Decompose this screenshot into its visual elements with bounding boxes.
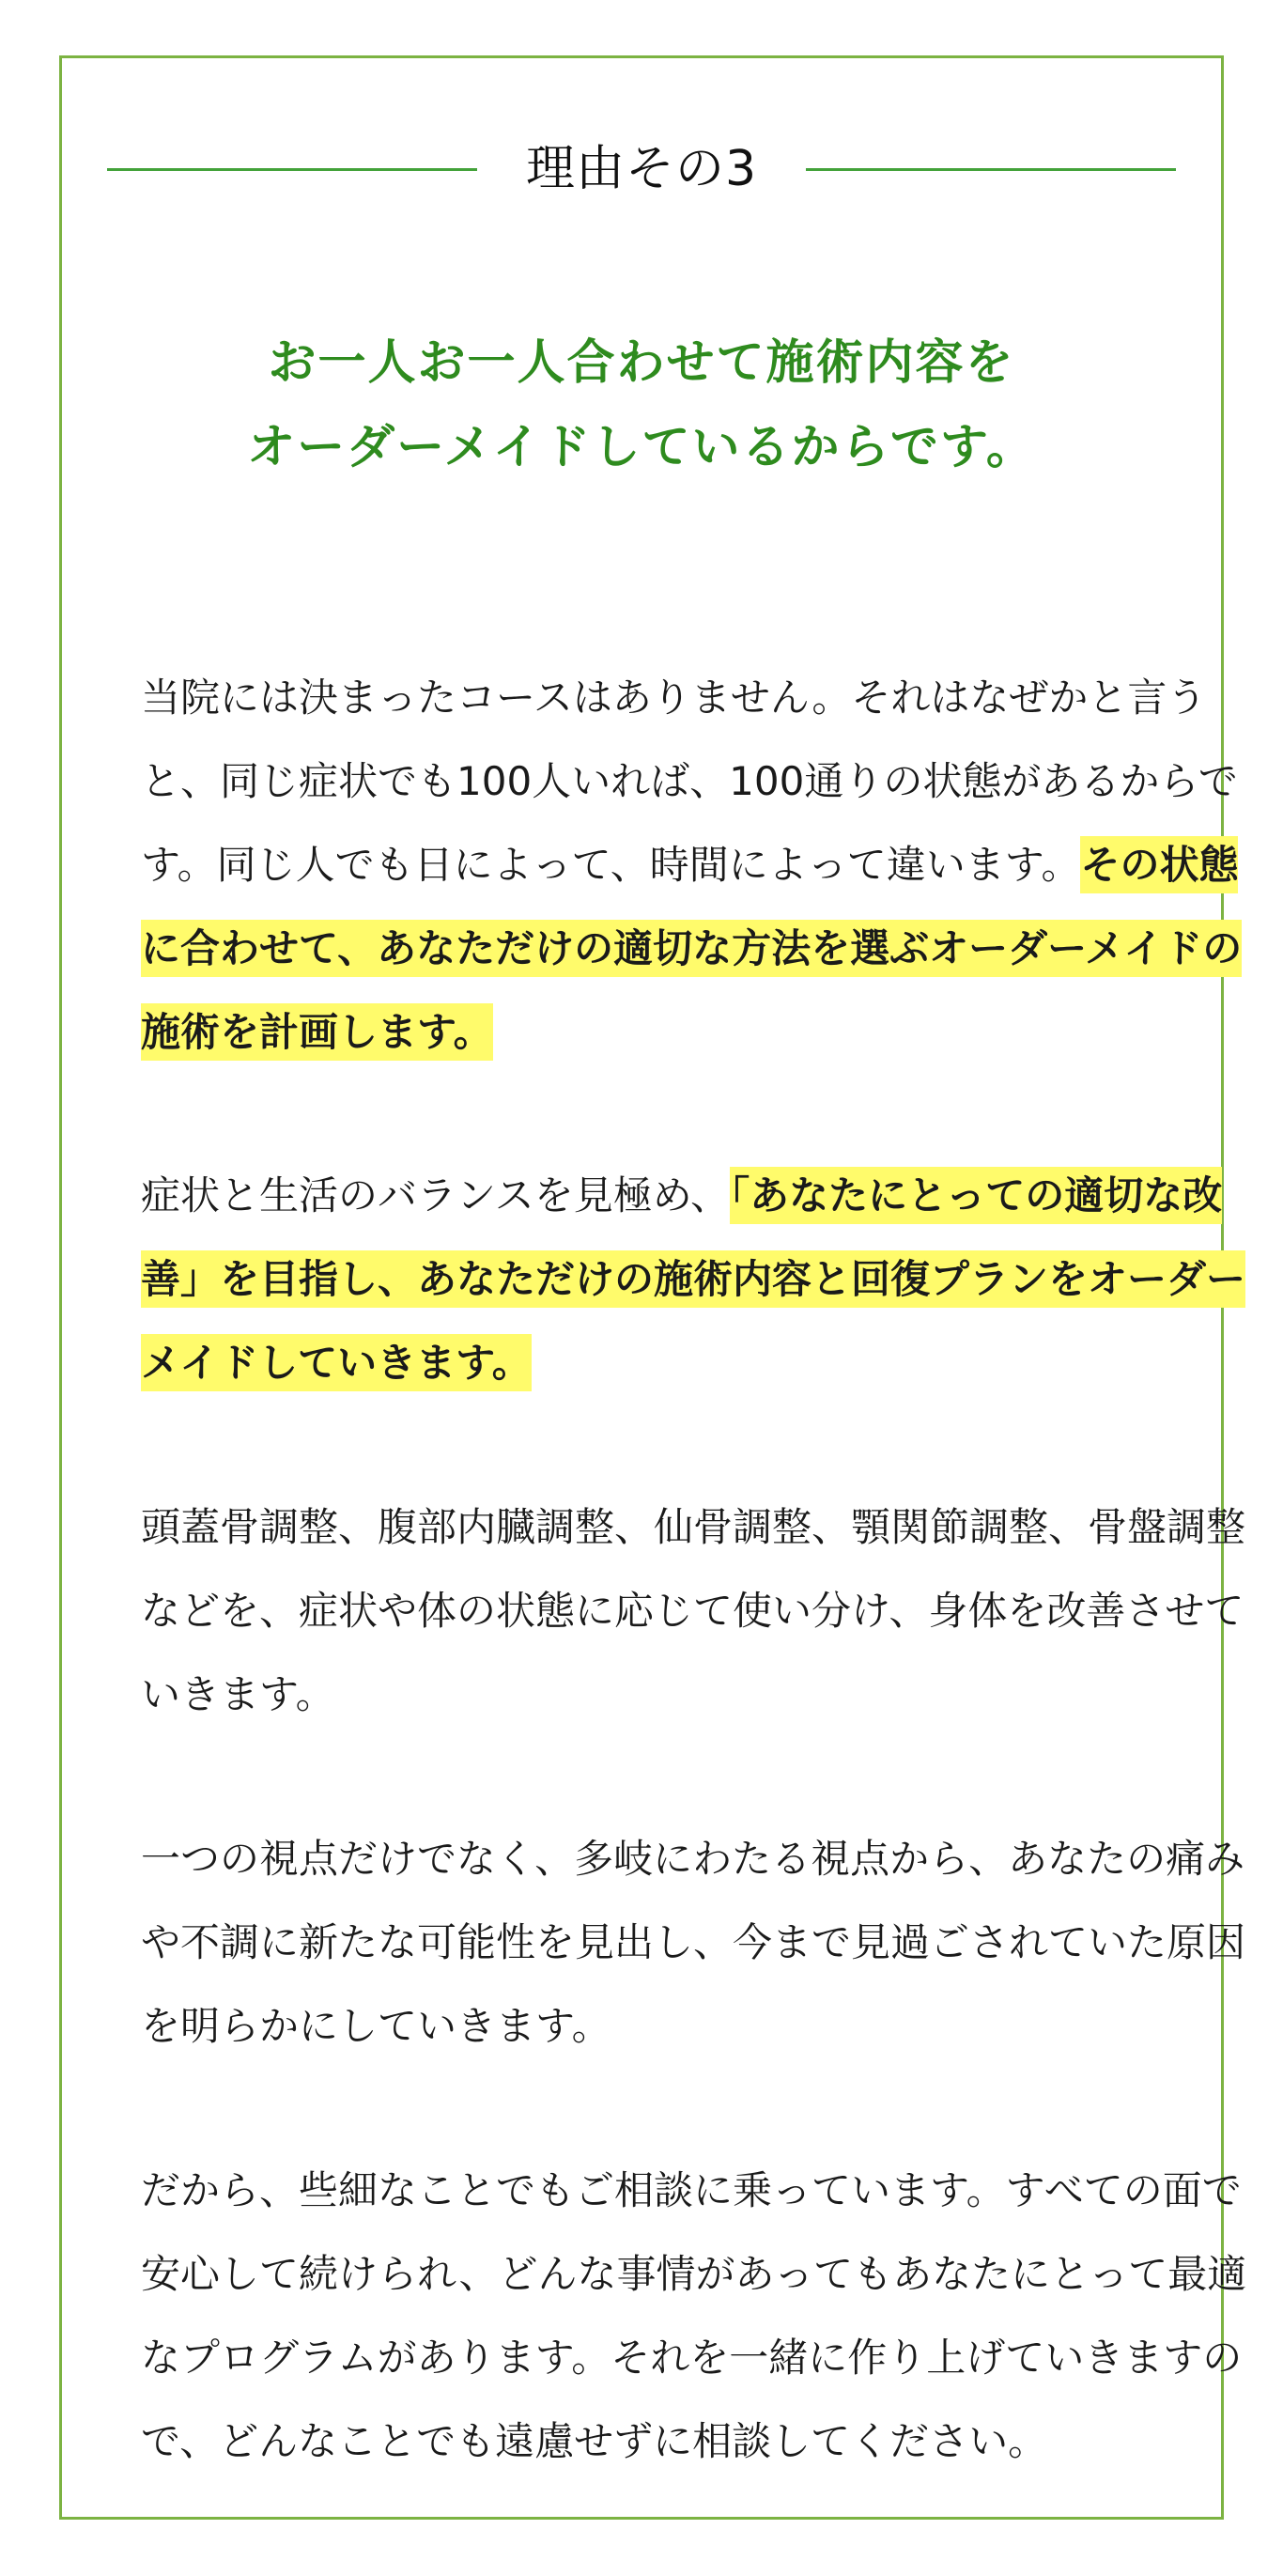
paragraph-5: だから、些細なことでもご相談に乗っています。すべての面で安心して続けられ、どんな事情があってもあなたにとって最適なプログラムがあります。それを一緒に作り上げていきますので、どんなことでも遠慮せずに相談してください。 <box>141 2167 1247 2464</box>
paragraph-3: 頭蓋骨調整、腹部内臓調整、仙骨調整、顎関節調整、骨盤調整などを、症状や体の状態に応じて使い分け、身体を改善させていきます。 <box>141 1504 1246 1717</box>
catch-line-1: お一人お一人合わせて施術内容を <box>268 335 1015 391</box>
paragraph-1-highlight: その状態に合わせて、あなただけの適切な方法を選ぶオーダーメイドの施術を計画します。 <box>141 836 1242 1061</box>
heading-title: 理由その3 <box>525 141 758 197</box>
catch-copy <box>62 321 1221 490</box>
paragraph-2-highlight: 「あなたにとっての適切な改善」を目指し、あなただけの施術内容と回復プランをオーダーメイドしていきます。 <box>141 1167 1245 1391</box>
paragraph-2 <box>141 1154 1259 1404</box>
catch-line-2: オーダーメイドしているからです。 <box>247 420 1036 475</box>
reason-card <box>59 55 1247 2520</box>
paragraph-1 <box>141 656 1259 1074</box>
section-heading <box>62 143 1221 195</box>
heading-line-left <box>107 168 477 171</box>
heading-line-right <box>806 168 1176 171</box>
paragraph-4: 一つの視点だけでなく、多岐にわたる視点から、あなたの痛みや不調に新たな可能性を見出し、今まで見過ごされていた原因を明らかにしていきます。 <box>141 1836 1246 2049</box>
paragraph-2-text: 症状と生活のバランスを見極め、 <box>141 1172 731 1218</box>
paragraph-1-text: 当院には決まったコースはありません。それはなぜかと言うと、同じ症状でも100人いれば、100通りの状態があるからです。同じ人でも日によって、時間によって違います。 <box>141 675 1238 888</box>
